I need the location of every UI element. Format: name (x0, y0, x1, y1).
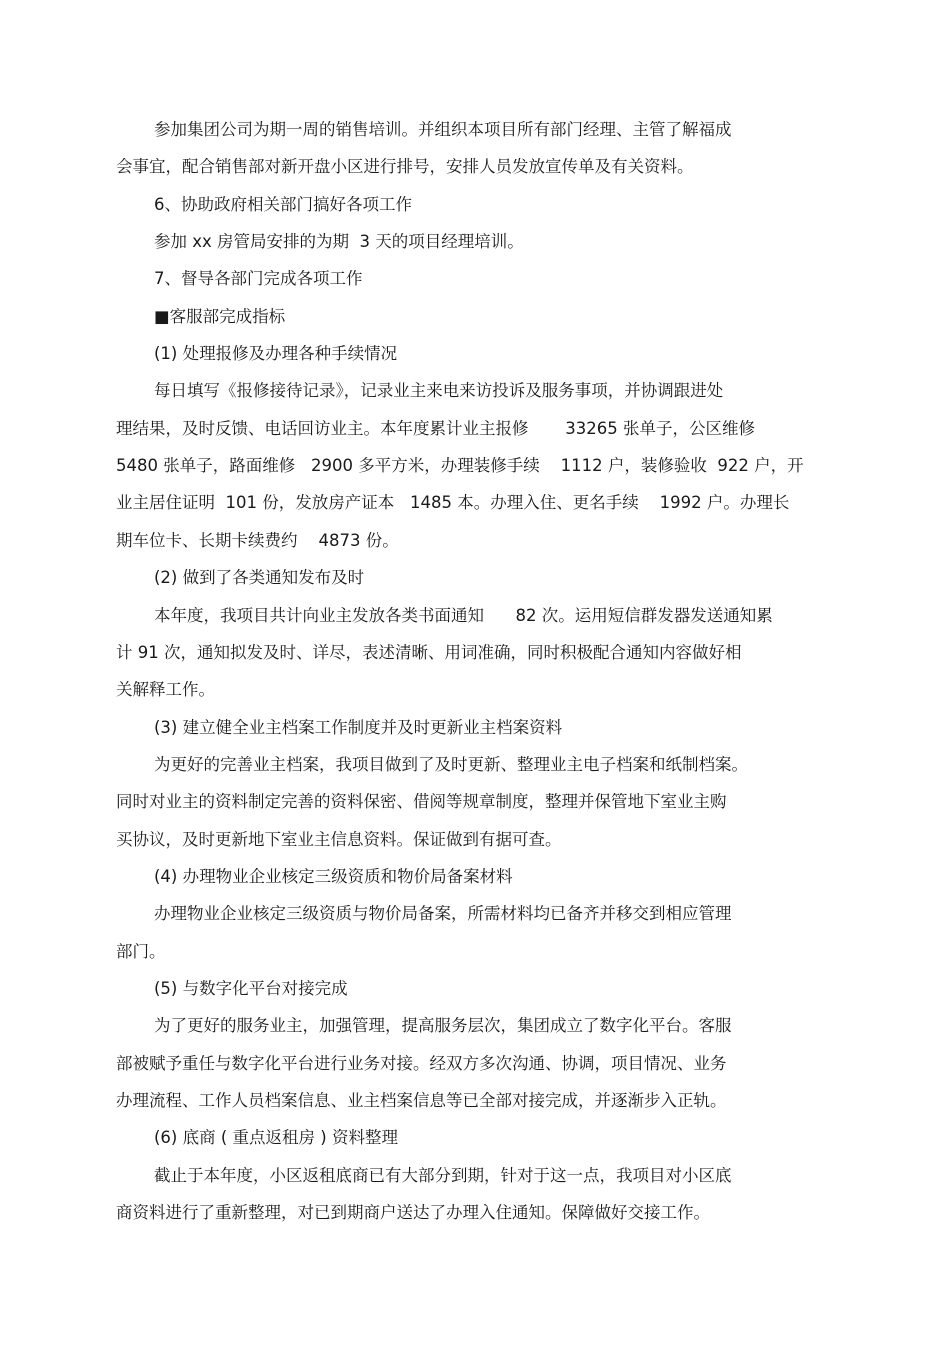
sub-heading: ■客服部完成指标 (154, 307, 286, 326)
paragraph-line: 会事宜，配合销售部对新开盘小区进行排号，安排人员发放宣传单及有关资料。 (116, 157, 694, 176)
item-heading: (5) 与数字化平台对接完成 (154, 979, 348, 998)
item-heading: (2) 做到了各类通知发布及时 (154, 568, 365, 587)
paragraph-line: 业主居住证明 101 份，发放房产证本 1485 本。办理入住、更名手续 1992 户。办理长 (116, 493, 790, 512)
paragraph-line: 参加 xx 房管局安排的为期 3 天的项目经理培训。 (154, 232, 524, 251)
paragraph-line: 为更好的完善业主档案，我项目做到了及时更新、整理业主电子档案和纸制档案。 (154, 755, 748, 774)
item-heading: (6) 底商 ( 重点返租房 ) 资料整理 (154, 1128, 398, 1147)
paragraph-line: 部被赋予重任与数字化平台进行业务对接。经双方多次沟通、协调，项目情况、业务 (116, 1054, 727, 1073)
paragraph-line: 商资料进行了重新整理，对已到期商户送达了办理入住通知。保障做好交接工作。 (116, 1203, 710, 1222)
paragraph-line: 办理物业企业核定三级资质与物价局备案，所需材料均已备齐并移交到相应管理 (154, 904, 732, 923)
paragraph-line: 计 91 次，通知拟发及时、详尽，表述清晰、用词准确，同时积极配合通知内容做好相 (116, 643, 742, 662)
paragraph-line: 每日填写《报修接待记录》，记录业主来电来访投诉及服务事项，并协调跟进处 (154, 381, 724, 400)
paragraph-line: 买协议，及时更新地下室业主信息资料。保证做到有据可查。 (116, 830, 562, 849)
paragraph-line: 关解释工作。 (116, 680, 215, 699)
section-heading: 6、协助政府相关部门搞好各项工作 (154, 195, 412, 214)
paragraph-line: 理结果，及时反馈、电话回访业主。本年度累计业主报修 33265 张单子，公区维修 (116, 419, 755, 438)
paragraph-line: 截止于本年度，小区返租底商已有大部分到期，针对于这一点，我项目对小区底 (154, 1166, 732, 1185)
paragraph-line: 同时对业主的资料制定完善的资料保密、借阅等规章制度，整理并保管地下室业主购 (116, 792, 727, 811)
item-heading: (3) 建立健全业主档案工作制度并及时更新业主档案资料 (154, 718, 563, 737)
paragraph-line: 5480 张单子，路面维修 2900 多平方米，办理装修手续 1112 户，装修验收 922 户，开 (116, 456, 804, 475)
paragraph-line: 期车位卡、长期卡续费约 4873 份。 (116, 531, 399, 550)
section-heading: 7、督导各部门完成各项工作 (154, 269, 363, 288)
paragraph-line: 本年度，我项目共计向业主发放各类书面通知 82 次。运用短信群发器发送通知累 (154, 606, 773, 625)
paragraph-line: 部门。 (116, 942, 166, 961)
paragraph-line: 为了更好的服务业主，加强管理，提高服务层次，集团成立了数字化平台。客服 (154, 1016, 732, 1035)
item-heading: (4) 办理物业企业核定三级资质和物价局备案材料 (154, 867, 513, 886)
paragraph-line: 办理流程、工作人员档案信息、业主档案信息等已全部对接完成，并逐渐步入正轨。 (116, 1091, 727, 1110)
item-heading: (1) 处理报修及办理各种手续情况 (154, 344, 398, 363)
paragraph-line: 参加集团公司为期一周的销售培训。并组织本项目所有部门经理、主管了解福成 (154, 120, 732, 139)
